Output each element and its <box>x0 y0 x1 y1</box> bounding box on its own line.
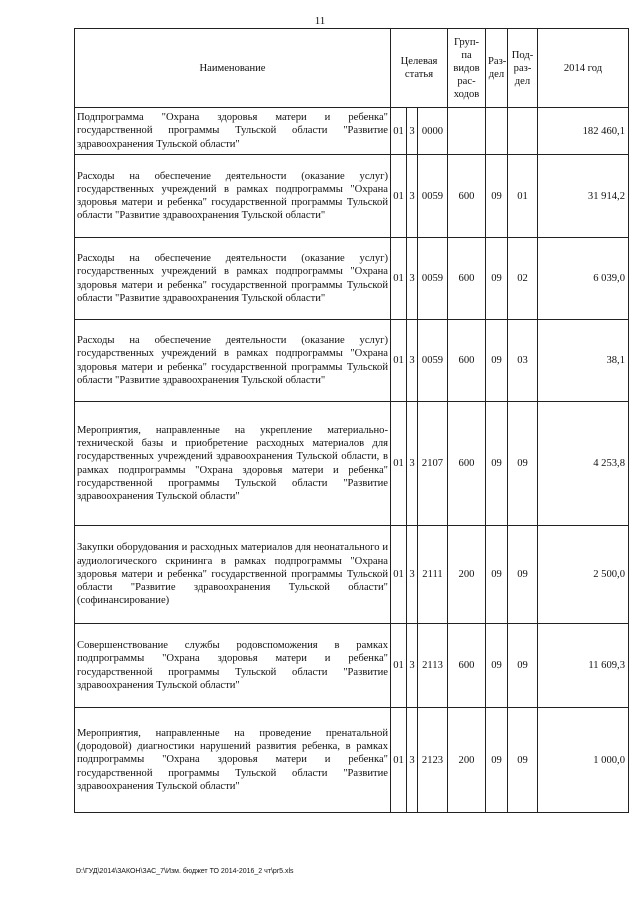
table-row <box>75 108 629 155</box>
row-target-code: 0059 <box>418 320 448 402</box>
file-path-footer: D:\ГУД\2014\ЗАКОН\ЗАС_7\Изм. бюджет ТО 2014-2016_2 чт\pr5.xls <box>76 868 294 875</box>
table-header-row <box>75 29 629 108</box>
row-target-code: 0059 <box>418 238 448 320</box>
row-section: 09 <box>486 238 508 320</box>
row-subsection <box>508 108 538 155</box>
header-year: 2014 год <box>538 29 629 108</box>
row-target-code: 2113 <box>418 624 448 708</box>
row-expense-group: 200 <box>448 526 486 624</box>
row-target-subprogram: 3 <box>407 108 418 155</box>
row-target-code: 2123 <box>418 708 448 813</box>
row-subsection: 01 <box>508 155 538 238</box>
row-expense-group: 200 <box>448 708 486 813</box>
row-target-program: 01 <box>391 155 407 238</box>
row-target-code: 0059 <box>418 155 448 238</box>
row-target-program: 01 <box>391 108 407 155</box>
header-subsection: Под-раз-дел <box>508 29 538 108</box>
row-name: Совершенствование службы родовспоможения в рамках подпрограммы "Охрана здоровья матери и ребенка" государственной программы Тульской области "Развитие здравоохранения Тульской области" <box>75 624 391 708</box>
row-amount: 6 039,0 <box>538 238 629 320</box>
table-row <box>75 526 629 624</box>
row-target-code: 2107 <box>418 402 448 526</box>
row-expense-group: 600 <box>448 402 486 526</box>
row-expense-group <box>448 108 486 155</box>
row-section: 09 <box>486 402 508 526</box>
header-expense-group: Груп-па видов рас-ходов <box>448 29 486 108</box>
table-row <box>75 708 629 813</box>
row-section: 09 <box>486 526 508 624</box>
row-section <box>486 108 508 155</box>
row-name: Расходы на обеспечение деятельности (оказание услуг) государственных учреждений в рамках подпрограммы "Охрана здоровья матери и ребенка" государственной программы Тульской области "Развитие здравоохранения Тульской области" <box>75 238 391 320</box>
row-amount: 11 609,3 <box>538 624 629 708</box>
row-expense-group: 600 <box>448 238 486 320</box>
row-target-program: 01 <box>391 624 407 708</box>
row-target-subprogram: 3 <box>407 402 418 526</box>
header-name: Наименование <box>75 29 391 108</box>
budget-table <box>74 28 629 813</box>
row-subsection: 09 <box>508 402 538 526</box>
row-amount: 1 000,0 <box>538 708 629 813</box>
row-expense-group: 600 <box>448 155 486 238</box>
row-name: Мероприятия, направленные на укрепление материально-технической базы и приобретение расходных материалов для государственных учреждений здравоохранения Тульской области, в рамках подпрограммы "Охрана здоровья матери и ребенка" государственной программы Тульской области "Развитие здравоохранения Тульской области" <box>75 402 391 526</box>
table-row <box>75 402 629 526</box>
row-amount: 38,1 <box>538 320 629 402</box>
table-row <box>75 238 629 320</box>
row-target-code: 2111 <box>418 526 448 624</box>
row-section: 09 <box>486 708 508 813</box>
row-section: 09 <box>486 624 508 708</box>
row-amount: 182 460,1 <box>538 108 629 155</box>
row-name: Закупки оборудования и расходных материалов для неонатального и аудиологического скрининга в рамках подпрограммы "Охрана здоровья матери и ребенка" государственной программы Тульской области "Развитие здравоохранения Тульской области" (софинансирование) <box>75 526 391 624</box>
row-name: Мероприятия, направленные на проведение пренатальной (дородовой) диагностики нарушений развития ребенка, в рамках подпрограммы "Охрана здоровья матери и ребенка" государственной программы Тульской области "Развитие здравоохранения Тульской области" <box>75 708 391 813</box>
row-subsection: 03 <box>508 320 538 402</box>
row-amount: 31 914,2 <box>538 155 629 238</box>
row-target-subprogram: 3 <box>407 624 418 708</box>
row-target-program: 01 <box>391 708 407 813</box>
header-section: Раз-дел <box>486 29 508 108</box>
row-name: Подпрограмма "Охрана здоровья матери и ребенка" государственной программы Тульской области "Развитие здравоохранения Тульской области" <box>75 108 391 155</box>
row-expense-group: 600 <box>448 624 486 708</box>
row-section: 09 <box>486 320 508 402</box>
row-target-program: 01 <box>391 526 407 624</box>
row-subsection: 09 <box>508 624 538 708</box>
row-section: 09 <box>486 155 508 238</box>
table-row <box>75 320 629 402</box>
row-target-program: 01 <box>391 402 407 526</box>
row-subsection: 09 <box>508 526 538 624</box>
row-target-program: 01 <box>391 320 407 402</box>
row-target-code: 0000 <box>418 108 448 155</box>
row-subsection: 09 <box>508 708 538 813</box>
row-subsection: 02 <box>508 238 538 320</box>
header-target-article: Целевая статья <box>391 29 448 108</box>
row-amount: 4 253,8 <box>538 402 629 526</box>
row-target-subprogram: 3 <box>407 155 418 238</box>
row-name: Расходы на обеспечение деятельности (оказание услуг) государственных учреждений в рамках подпрограммы "Охрана здоровья матери и ребенка" государственной программы Тульской области "Развитие здравоохранения Тульской области" <box>75 155 391 238</box>
row-target-subprogram: 3 <box>407 320 418 402</box>
table-row <box>75 155 629 238</box>
row-expense-group: 600 <box>448 320 486 402</box>
page-number: 11 <box>314 15 326 27</box>
row-name: Расходы на обеспечение деятельности (оказание услуг) государственных учреждений в рамках подпрограммы "Охрана здоровья матери и ребенка" государственной программы Тульской области "Развитие здравоохранения Тульской области" <box>75 320 391 402</box>
row-target-subprogram: 3 <box>407 708 418 813</box>
row-amount: 2 500,0 <box>538 526 629 624</box>
row-target-program: 01 <box>391 238 407 320</box>
row-target-subprogram: 3 <box>407 526 418 624</box>
table-row <box>75 624 629 708</box>
row-target-subprogram: 3 <box>407 238 418 320</box>
